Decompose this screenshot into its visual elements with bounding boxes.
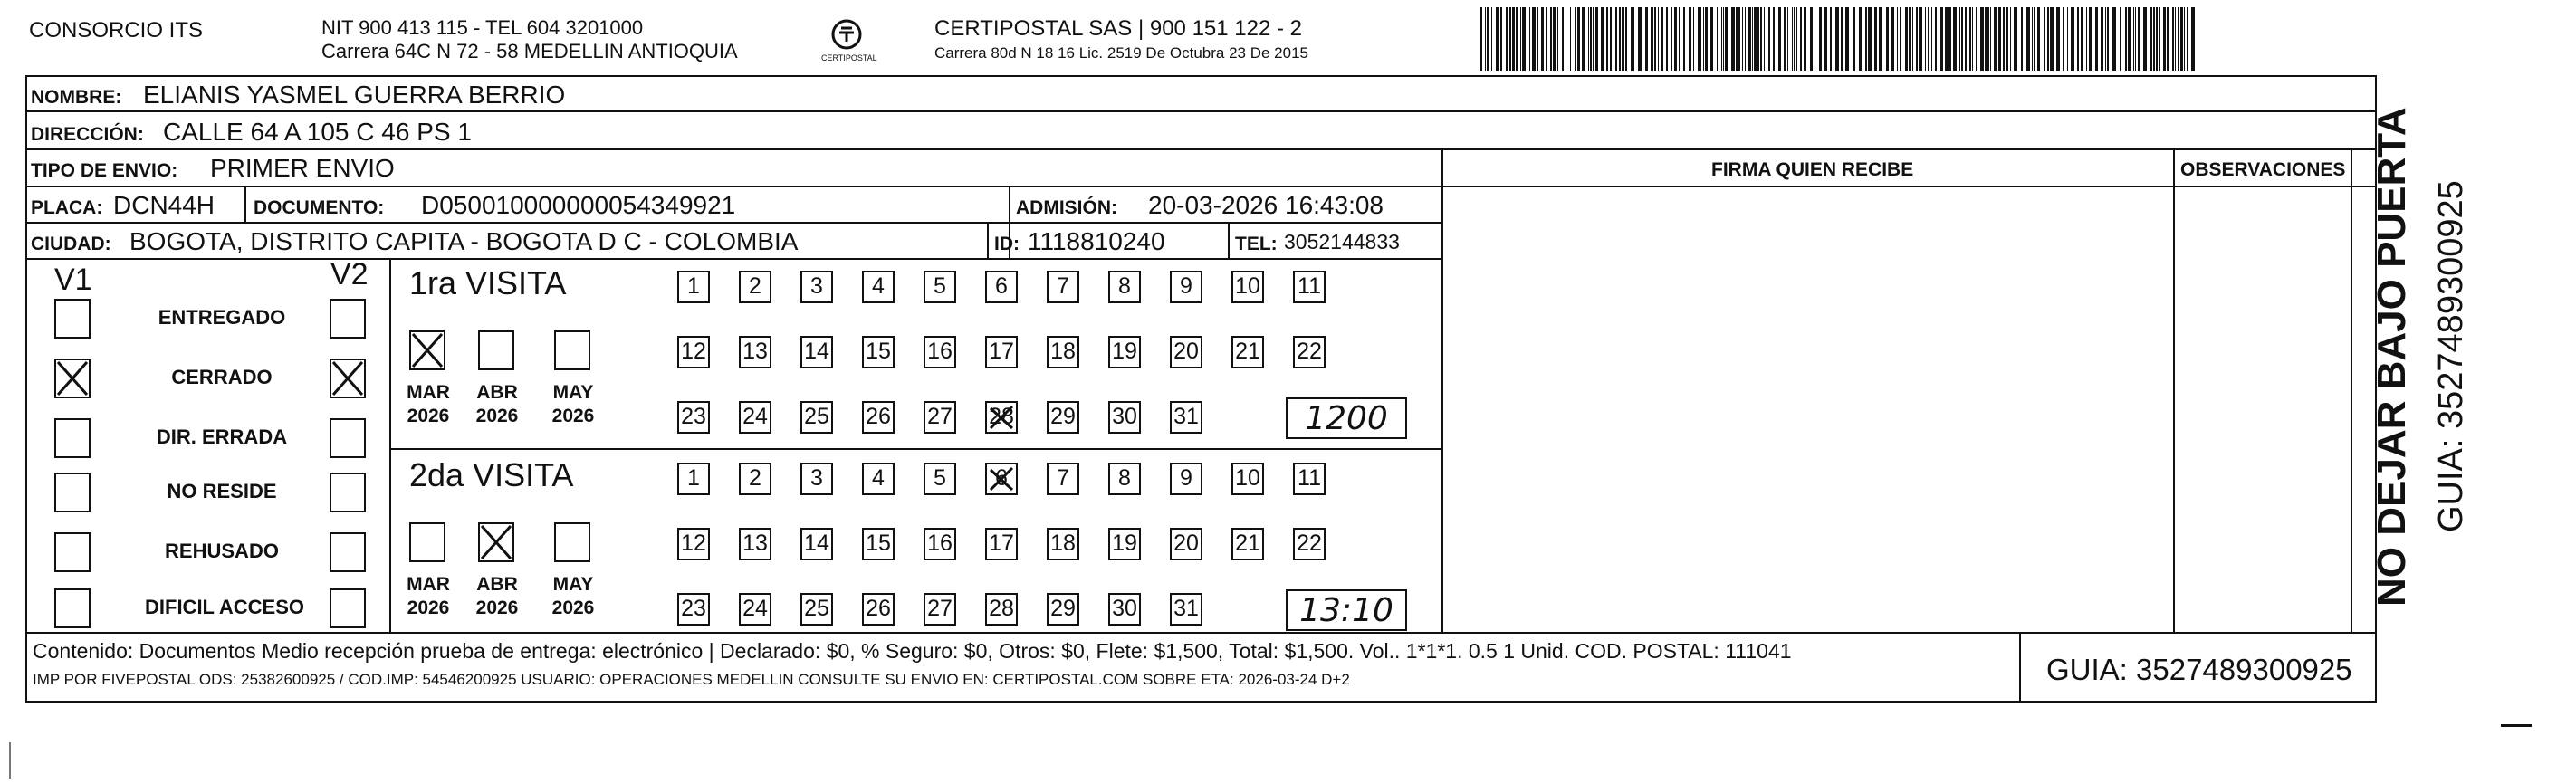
visit2-day-11[interactable]: 11 bbox=[1293, 463, 1326, 495]
visit2-day-21[interactable]: 21 bbox=[1231, 528, 1264, 560]
visit1-day-3[interactable]: 3 bbox=[800, 271, 833, 303]
visit2-month-label: MAY bbox=[552, 574, 594, 595]
visit1-month-checkbox-abr[interactable] bbox=[478, 330, 514, 370]
barcode bbox=[1480, 7, 2201, 71]
v1-checkbox-no-reside[interactable] bbox=[54, 473, 91, 512]
certi-line2: Carrera 80d N 18 16 Lic. 2519 De Octubra 23 De 2015 bbox=[934, 44, 1308, 62]
visit1-day-29[interactable]: 29 bbox=[1047, 401, 1079, 434]
placa-value: DCN44H bbox=[113, 191, 215, 219]
visit1-day-7[interactable]: 7 bbox=[1047, 271, 1079, 303]
observaciones-area[interactable] bbox=[2177, 189, 2349, 630]
visit1-day-17[interactable]: 17 bbox=[985, 336, 1018, 368]
v1-checkbox-dificil-acceso[interactable] bbox=[54, 588, 91, 628]
visit2-day-16[interactable]: 16 bbox=[924, 528, 956, 560]
visit1-day-26[interactable]: 26 bbox=[862, 401, 895, 434]
nit-line: NIT 900 413 115 - TEL 604 3201000 bbox=[321, 16, 644, 39]
visit2-day-20[interactable]: 20 bbox=[1170, 528, 1202, 560]
visit1-month-label: MAR bbox=[407, 382, 450, 403]
visit2-day-23[interactable]: 23 bbox=[677, 593, 710, 626]
visit2-day-3[interactable]: 3 bbox=[800, 463, 833, 495]
ciudad-label: CIUDAD: bbox=[31, 234, 111, 254]
visit1-day-25[interactable]: 25 bbox=[800, 401, 833, 434]
status-label-rehusado: REHUSADO bbox=[165, 540, 279, 562]
id-value: 1118810240 bbox=[1028, 227, 1165, 255]
tipo-value: PRIMER ENVIO bbox=[210, 154, 395, 182]
id-label: ID: bbox=[994, 234, 1020, 254]
ciudad-value: BOGOTA, DISTRITO CAPITA - BOGOTA D C - COLOMBIA bbox=[129, 227, 799, 255]
firma-header: FIRMA QUIEN RECIBE bbox=[1711, 159, 1914, 180]
v2-checkbox-dir-errada[interactable] bbox=[330, 418, 366, 458]
edge-mark bbox=[2501, 724, 2532, 727]
documento-label: DOCUMENTO: bbox=[254, 197, 385, 218]
certipostal-logo bbox=[819, 16, 877, 67]
visit2-day-8[interactable]: 8 bbox=[1108, 463, 1141, 495]
visit2-month-checkbox-may[interactable] bbox=[554, 522, 590, 562]
visit1-day-22[interactable]: 22 bbox=[1293, 336, 1326, 368]
visit1-day-4[interactable]: 4 bbox=[862, 271, 895, 303]
visit2-month-label: MAR bbox=[407, 574, 450, 595]
visit2-day-4[interactable]: 4 bbox=[862, 463, 895, 495]
visit1-day-10[interactable]: 10 bbox=[1231, 271, 1264, 303]
tipo-label: TIPO DE ENVIO: bbox=[31, 160, 178, 181]
visit1-day-21[interactable]: 21 bbox=[1231, 336, 1264, 368]
certi-line1: CERTIPOSTAL SAS | 900 151 122 - 2 bbox=[934, 16, 1302, 41]
observaciones-header: OBSERVACIONES bbox=[2180, 159, 2346, 180]
footer-guia: GUIA: 3527489300925 bbox=[2046, 653, 2352, 686]
visit1-day-30[interactable]: 30 bbox=[1108, 401, 1141, 434]
visit2-year-label: 2026 bbox=[551, 598, 595, 618]
v2-checkbox-entregado[interactable] bbox=[330, 299, 366, 339]
visit2-day-15[interactable]: 15 bbox=[862, 528, 895, 560]
visit2-day-29[interactable]: 29 bbox=[1047, 593, 1079, 626]
visit2-day-24[interactable]: 24 bbox=[739, 593, 771, 626]
visit2-day-27[interactable]: 27 bbox=[924, 593, 956, 626]
nombre-label: NOMBRE: bbox=[31, 87, 122, 108]
imp-text: IMP POR FIVEPOSTAL ODS: 25382600925 / COD.IMP: 54546200925 USUARIO: OPERACIONES MEDELLIN CONSULTE SU ENVIO EN: CERTIPOSTAL.COM SOBRE ETA: 2026-03-24 D+2 bbox=[33, 671, 1350, 688]
visit2-month-label: ABR bbox=[476, 574, 518, 595]
status-label-entregado: ENTREGADO bbox=[158, 306, 286, 329]
direccion-value: CALLE 64 A 105 C 46 PS 1 bbox=[163, 118, 472, 146]
status-label-dificil-acceso: DIFICIL ACCESO bbox=[145, 596, 305, 618]
v2-checkbox-cerrado[interactable] bbox=[330, 359, 366, 398]
v2-checkbox-no-reside[interactable] bbox=[330, 473, 366, 512]
visit2-year-label: 2026 bbox=[475, 598, 519, 618]
visit1-day-15[interactable]: 15 bbox=[862, 336, 895, 368]
visit1-day-9[interactable]: 9 bbox=[1170, 271, 1202, 303]
no-dejar-text: NO DEJAR BAJO PUERTA bbox=[2370, 107, 2414, 607]
visit1-month-checkbox-may[interactable] bbox=[554, 330, 590, 370]
admision-value: 20-03-2026 16:43:08 bbox=[1148, 191, 1384, 219]
visit2-month-checkbox-mar[interactable] bbox=[409, 522, 445, 562]
visit2-day-13[interactable]: 13 bbox=[739, 528, 771, 560]
v2-checkbox-dificil-acceso[interactable] bbox=[330, 588, 366, 628]
visit1-year-label: 2026 bbox=[475, 406, 519, 426]
visit1-day-1[interactable]: 1 bbox=[677, 271, 710, 303]
visit-title-2: 2da VISITA bbox=[409, 456, 574, 493]
v1-checkbox-rehusado[interactable] bbox=[54, 532, 91, 572]
v2-header: V2 bbox=[330, 257, 369, 292]
visit1-day-8[interactable]: 8 bbox=[1108, 271, 1141, 303]
address-line: Carrera 64C N 72 - 58 MEDELLIN ANTIOQUIA bbox=[321, 40, 738, 62]
visit1-month-label: ABR bbox=[476, 382, 518, 403]
visit1-day-27[interactable]: 27 bbox=[924, 401, 956, 434]
visit2-day-2[interactable]: 2 bbox=[739, 463, 771, 495]
tel-value: 3052144833 bbox=[1284, 230, 1400, 253]
visit2-day-12[interactable]: 12 bbox=[677, 528, 710, 560]
status-label-cerrado: CERRADO bbox=[171, 366, 273, 388]
visit1-day-20[interactable]: 20 bbox=[1170, 336, 1202, 368]
logo-text: CERTIPOSTAL bbox=[821, 53, 877, 62]
visit2-month-checkbox-abr[interactable] bbox=[478, 522, 514, 562]
v1-header: V1 bbox=[54, 263, 92, 297]
v2-checkbox-rehusado[interactable] bbox=[330, 532, 366, 572]
edge-mark-left bbox=[9, 742, 11, 779]
visit2-day-1[interactable]: 1 bbox=[677, 463, 710, 495]
visit1-day-16[interactable]: 16 bbox=[924, 336, 956, 368]
visit2-day-5[interactable]: 5 bbox=[924, 463, 956, 495]
documento-value: D050010000000054349921 bbox=[421, 191, 736, 219]
visit2-day-6[interactable]: 6 bbox=[985, 463, 1018, 495]
visit1-day-13[interactable]: 13 bbox=[739, 336, 771, 368]
visit1-year-label: 2026 bbox=[551, 406, 595, 426]
visit1-time-box[interactable]: 1200 bbox=[1286, 397, 1407, 439]
visit2-day-30[interactable]: 30 bbox=[1108, 593, 1141, 626]
visit-title-1: 1ra VISITA bbox=[409, 264, 567, 301]
visit2-day-18[interactable]: 18 bbox=[1047, 528, 1079, 560]
visit1-day-14[interactable]: 14 bbox=[800, 336, 833, 368]
visit2-day-17[interactable]: 17 bbox=[985, 528, 1018, 560]
visit1-day-18[interactable]: 18 bbox=[1047, 336, 1079, 368]
visit2-day-9[interactable]: 9 bbox=[1170, 463, 1202, 495]
visit2-day-14[interactable]: 14 bbox=[800, 528, 833, 560]
visit1-month-checkbox-mar[interactable] bbox=[409, 330, 445, 370]
visit2-day-22[interactable]: 22 bbox=[1293, 528, 1326, 560]
contenido-text: Contenido: Documentos Medio recepción prueba de entrega: electrónico | Declarado: $0, % Seguro: $0, Otros: $0, Flete: $1,500, Total: $1,500. Vol.. 1*1*1. 0.5 1 Unid. COD. POSTAL: 111041 bbox=[33, 639, 1792, 663]
admision-label: ADMISIÓN: bbox=[1016, 197, 1117, 218]
v1-checkbox-cerrado[interactable] bbox=[54, 359, 91, 398]
visit2-day-19[interactable]: 19 bbox=[1108, 528, 1141, 560]
placa-label: PLACA: bbox=[31, 197, 103, 218]
tel-label: TEL: bbox=[1235, 234, 1278, 254]
nombre-value: ELIANIS YASMEL GUERRA BERRIO bbox=[143, 81, 566, 109]
visit1-day-11[interactable]: 11 bbox=[1293, 271, 1326, 303]
v1-checkbox-entregado[interactable] bbox=[54, 299, 91, 339]
signature-area[interactable] bbox=[1445, 189, 2171, 630]
status-label-dir-errada: DIR. ERRADA bbox=[156, 425, 288, 448]
visit1-day-19[interactable]: 19 bbox=[1108, 336, 1141, 368]
status-label-no-reside: NO RESIDE bbox=[167, 480, 277, 502]
visit2-day-25[interactable]: 25 bbox=[800, 593, 833, 626]
visit1-day-5[interactable]: 5 bbox=[924, 271, 956, 303]
direccion-label: DIRECCIÓN: bbox=[31, 124, 144, 145]
visit2-day-26[interactable]: 26 bbox=[862, 593, 895, 626]
visit2-time-box[interactable]: 13:10 bbox=[1286, 589, 1407, 631]
visit1-day-31[interactable]: 31 bbox=[1170, 401, 1202, 434]
visit2-day-28[interactable]: 28 bbox=[985, 593, 1018, 626]
visit1-month-label: MAY bbox=[552, 382, 594, 403]
visit1-year-label: 2026 bbox=[407, 406, 450, 426]
visit2-day-7[interactable]: 7 bbox=[1047, 463, 1079, 495]
visit2-day-10[interactable]: 10 bbox=[1231, 463, 1264, 495]
visit1-day-12[interactable]: 12 bbox=[677, 336, 710, 368]
side-guia-text: GUIA: 3527489300925 bbox=[2432, 180, 2470, 532]
visit2-day-31[interactable]: 31 bbox=[1170, 593, 1202, 626]
visit1-day-28[interactable]: 28 bbox=[985, 401, 1018, 434]
visit2-year-label: 2026 bbox=[407, 598, 450, 618]
v1-checkbox-dir-errada[interactable] bbox=[54, 418, 91, 458]
visit1-day-2[interactable]: 2 bbox=[739, 271, 771, 303]
visit1-day-23[interactable]: 23 bbox=[677, 401, 710, 434]
visit1-day-24[interactable]: 24 bbox=[739, 401, 771, 434]
company-name: CONSORCIO ITS bbox=[29, 18, 204, 43]
visit1-day-6[interactable]: 6 bbox=[985, 271, 1018, 303]
